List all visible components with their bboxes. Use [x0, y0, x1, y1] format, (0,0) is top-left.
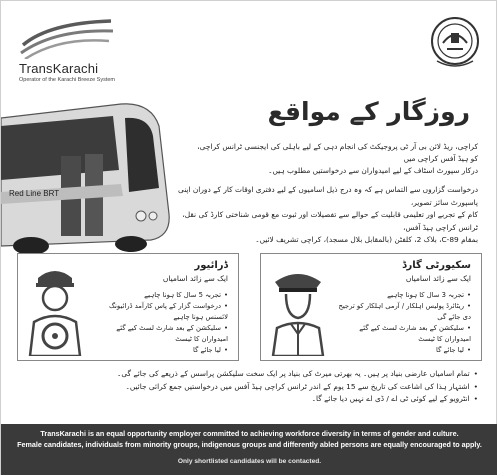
security-guard-position-box	[260, 253, 482, 361]
instruction-line: بمقام C-89، بلاک 2، کلفٹن (بالمقابل بلال مسجد)، کراچی تشریف لائیں۔	[255, 235, 478, 244]
driver-position-box	[17, 253, 239, 361]
logo-subtitle: Operator of the Karachi Breeze System	[19, 77, 115, 83]
footer-encouragement: Female candidates, individuals from minority groups, indigenous groups and differently abled persons are equally encouraged to apply.	[17, 440, 482, 449]
red-line-brt-bus-illustration	[1, 96, 186, 256]
driver-subtitle: ایک سے زائد اسامیاں	[162, 274, 228, 283]
footer-statement: TransKarachi is an equal opportunity employer committed to achieving workforce diversity in terms of gender and culture.	[40, 429, 459, 438]
security-guard-requirements	[331, 290, 471, 356]
list-item: • تجربہ 5 سال کا ہونا چاہیے	[88, 290, 228, 301]
intro-line: کراچی، ریڈ لائن بی آر ٹی پروجیکٹ کی انجام دہی کے لیے باہلی کی ایجنسی ٹرانس کراچی، کو ہیڈ آفس کراچی میں	[197, 142, 478, 163]
list-item: • تجربہ 3 سال کا ہونا چاہیے	[331, 290, 471, 301]
intro-line: درکار سپورٹ اسٹاف کے لیے امیدواران سے درخواستیں مطلوب ہیں۔	[268, 166, 478, 175]
list-item: • اشتہار ہذا کی اشاعت کی تاریخ سے 15 یوم کے اندر ٹرانس کراچی ہیڈ آفس میں درخواستیں جمع کرائی جائیں۔	[38, 381, 478, 394]
driver-title: ڈرائیور	[194, 260, 228, 271]
list-item: • لیا جائے گا	[331, 345, 471, 356]
security-guard-icon	[269, 264, 327, 356]
driver-icon	[26, 264, 84, 356]
driver-requirements	[88, 290, 228, 356]
security-guard-title: سکیورٹی گارڈ	[402, 260, 471, 271]
intro-text	[188, 141, 478, 177]
list-item: • درخواست گزار کے پاس کارآمد ڈرائیونگ لائسنس ہونا چاہیے	[88, 301, 228, 323]
instruction-line: کام کے تجربے اور تعلیمی قابلیت کے حوالے سے تفصیلات اور ثبوت مع قومی شناختی کارڈ کی نقل، ٹرانس کراچی ہیڈ آفس،	[182, 210, 478, 232]
list-item: • انٹرویو کے لیے کوئی ٹی اے / ڈی اے نہیں دیا جائے گا۔	[38, 393, 478, 406]
security-guard-subtitle: ایک سے زائد اسامیاں	[405, 274, 471, 283]
equal-opportunity-footer	[1, 424, 497, 475]
transkarachi-swoosh-icon	[19, 15, 115, 59]
list-item: • سلیکشن کے بعد شارٹ لسٹ کیے گئے امیدواران کا ٹیسٹ	[331, 323, 471, 345]
list-item: • ریٹائرڈ پولیس اہلکار / آرمی اہلکار کو ترجیح دی جائے گی	[331, 301, 471, 323]
page-title: روزگار کے مواقع	[267, 97, 470, 126]
bus-side-label: Red Line BRT	[9, 189, 60, 198]
transkarachi-logo	[19, 15, 169, 83]
instruction-line: درخواست گزاروں سے التماس ہے کہ وہ درج ذیل اسامیوں کے لیے دفتری اوقات کار کے دوران اپنی پاسپورٹ سائز تصویر،	[178, 185, 478, 207]
list-item: • تمام اسامیاں عارضی بنیاد پر ہیں۔ یہ بھرتی میرٹ کی بنیاد پر ایک سخت سلیکشن پراسس کے ذریعے کی جائے گی۔	[38, 368, 478, 381]
sindh-government-emblem-icon	[429, 15, 481, 71]
logo-name: TransKarachi	[19, 61, 99, 76]
list-item: • سلیکشن کے بعد شارٹ لسٹ کیے گئے امیدواران کا ٹیسٹ	[88, 323, 228, 345]
terms-list	[38, 368, 478, 406]
list-item: • لیا جائے گا	[88, 345, 228, 356]
footer-shortlist-note: Only shortlisted candidates will be contacted.	[177, 458, 322, 465]
application-instructions	[178, 184, 478, 247]
